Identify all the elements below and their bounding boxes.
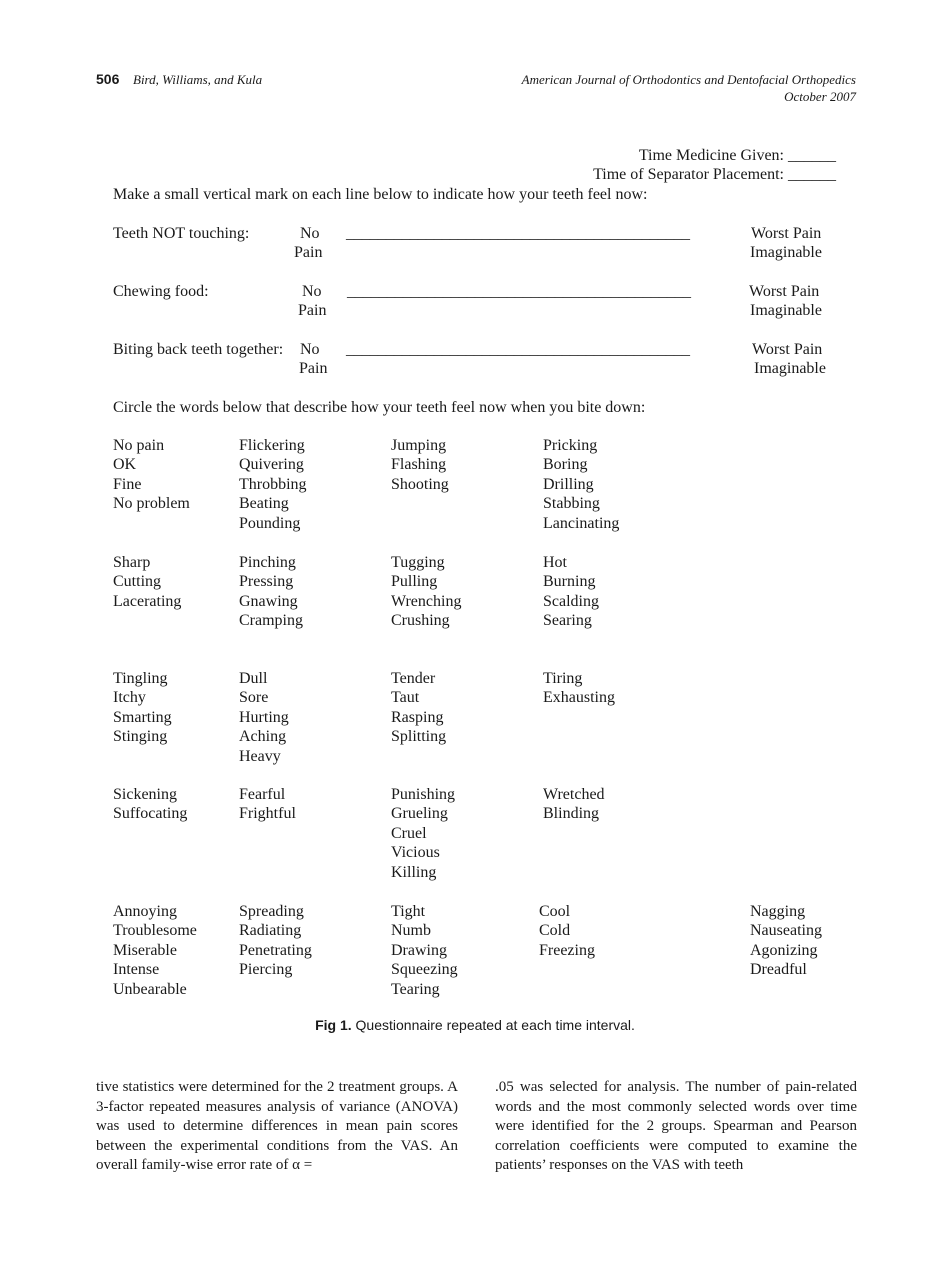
pain-word: Splitting — [391, 728, 447, 746]
time-medicine-given: Time Medicine Given: ______ — [638, 147, 836, 164]
scale-right-anchor: Worst Pain — [752, 341, 823, 358]
pain-word: Cruel — [391, 824, 427, 842]
page-number: 506 — [96, 71, 120, 87]
pain-word: Pinching — [239, 554, 296, 571]
pain-word: Beating — [239, 495, 289, 513]
pain-word: Cutting — [113, 573, 162, 591]
pain-word: Tight — [391, 903, 426, 920]
pain-word: Burning — [543, 573, 596, 591]
pain-word: Pressing — [239, 573, 294, 591]
pain-word: Wrenching — [391, 592, 462, 610]
scale-left-anchor: Pain — [294, 244, 323, 261]
pain-word: Punishing — [391, 786, 456, 803]
pain-word: Radiating — [239, 922, 302, 940]
pain-word: Rasping — [391, 708, 444, 726]
pain-word: Killing — [391, 863, 437, 881]
pain-word: Drawing — [391, 941, 447, 959]
pain-word: Tugging — [391, 554, 445, 571]
pain-word: Itchy — [113, 689, 146, 707]
pain-word: Nauseating — [750, 922, 822, 940]
scale-right-anchor: Worst Pain — [751, 225, 822, 242]
pain-word: Dreadful — [750, 961, 807, 979]
pain-word: Boring — [543, 456, 588, 474]
pain-word: Pounding — [239, 514, 301, 532]
pain-word: Cramping — [239, 612, 303, 630]
running-authors: Bird, Williams, and Kula — [133, 72, 263, 87]
scale-left-anchor: Pain — [298, 302, 327, 319]
pain-word: Aching — [239, 728, 287, 746]
pain-word: Tearing — [391, 980, 440, 998]
pain-word: Heavy — [239, 747, 281, 765]
caption-text: Questionnaire repeated at each time interval. — [355, 1017, 635, 1033]
pain-word: Spreading — [239, 903, 304, 920]
pain-word: Cool — [539, 903, 571, 920]
scale-left-anchor: No — [300, 341, 320, 358]
caption-label: Fig 1. — [315, 1017, 352, 1033]
pain-word: Cold — [539, 922, 571, 940]
pain-word: Troublesome — [113, 922, 197, 940]
pain-word: Lacerating — [113, 592, 182, 610]
pain-word: Tingling — [113, 670, 168, 687]
pain-word: Dull — [239, 670, 268, 687]
pain-word: Fearful — [239, 786, 286, 803]
pain-word: Sickening — [113, 786, 177, 803]
running-journal: American Journal of Orthodontics and Dentofacial Orthopedics — [521, 72, 856, 87]
pain-word: Miserable — [113, 941, 177, 959]
pain-word: Blinding — [543, 805, 600, 823]
pain-word: Searing — [543, 612, 592, 630]
scale-label: Teeth NOT touching: — [113, 225, 250, 242]
pain-word: Gnawing — [239, 592, 298, 610]
body-column-left: tive statistics were determined for the 2 treatment groups. A 3-factor repeated measures analysis of variance (ANOVA) was used to determine differences in mean pain scores between the experimental conditions from the VAS. An overall family-wise error rate of α = — [96, 1079, 458, 1174]
scale-right-anchor: Worst Pain — [749, 283, 820, 300]
pain-word: Exhausting — [543, 689, 615, 707]
scale-label: Chewing food: — [113, 283, 209, 300]
scale-left-anchor: No — [302, 283, 322, 300]
pain-word: Nagging — [750, 903, 806, 920]
scale-left-anchor: Pain — [299, 360, 328, 377]
scale-left-anchor: No — [300, 225, 320, 242]
pain-word: Annoying — [113, 903, 177, 920]
pain-word: No problem — [113, 495, 190, 513]
pain-word: Wretched — [543, 786, 605, 803]
running-date: October 2007 — [784, 89, 856, 104]
scale-right-anchor: Imaginable — [750, 244, 822, 261]
pain-word: Squeezing — [391, 961, 458, 979]
pain-word: Unbearable — [113, 980, 187, 998]
scale-line: ___________________________________________ — [347, 283, 691, 300]
figure-caption — [0, 1017, 950, 1033]
pain-word: Penetrating — [239, 941, 312, 959]
vas-instruction: Make a small vertical mark on each line below to indicate how your teeth feel now: — [113, 186, 648, 203]
pain-word: Shooting — [391, 475, 449, 493]
pain-word: Pulling — [391, 573, 438, 591]
pain-word: Numb — [391, 922, 431, 940]
pain-word: Taut — [391, 689, 420, 707]
pain-word: Crushing — [391, 612, 450, 630]
pain-word: Throbbing — [239, 475, 307, 493]
pain-word: Scalding — [543, 592, 599, 610]
pain-word: Piercing — [239, 961, 293, 979]
pain-word: Flashing — [391, 456, 447, 474]
scale-right-anchor: Imaginable — [754, 360, 826, 377]
pain-word: Stabbing — [543, 495, 600, 513]
scale-label: Biting back teeth together: — [113, 341, 284, 358]
pain-word: Hurting — [239, 708, 289, 726]
pain-word: Suffocating — [113, 805, 188, 823]
pain-word: Pricking — [543, 437, 598, 454]
pain-word: Stinging — [113, 728, 168, 746]
word-instruction: Circle the words below that describe how your teeth feel now when you bite down: — [113, 399, 646, 416]
time-separator-placement: Time of Separator Placement: ______ — [593, 166, 836, 183]
pain-word: Hot — [543, 554, 567, 571]
pain-word: OK — [113, 456, 137, 474]
body-column-right: .05 was selected for analysis. The number of pain-related words and the most commonly selected words over time were identified for the 2 groups. Spearman and Pearson correlation coefficients were computed to examine the patients’ responses on the VAS with teeth — [495, 1079, 857, 1174]
pain-word: Tender — [391, 670, 436, 687]
scale-line: ___________________________________________ — [346, 341, 690, 358]
pain-word: Jumping — [391, 437, 447, 454]
pain-word: No pain — [113, 437, 165, 454]
pain-word: Intense — [113, 961, 160, 979]
pain-word: Vicious — [391, 844, 440, 862]
pain-word: Lancinating — [543, 514, 620, 532]
pain-word: Quivering — [239, 456, 304, 474]
pain-word: Fine — [113, 475, 142, 493]
pain-word: Flickering — [239, 437, 305, 454]
pain-word: Smarting — [113, 708, 172, 726]
pain-word: Sharp — [113, 554, 151, 571]
pain-word: Tiring — [543, 670, 583, 687]
pain-word: Sore — [239, 689, 269, 707]
pain-word: Freezing — [539, 941, 595, 959]
pain-word: Drilling — [543, 475, 594, 493]
pain-word: Agonizing — [750, 941, 818, 959]
pain-word: Frightful — [239, 805, 296, 823]
scale-right-anchor: Imaginable — [750, 302, 822, 319]
scale-line: ___________________________________________ — [346, 225, 690, 242]
pain-word: Grueling — [391, 805, 448, 823]
